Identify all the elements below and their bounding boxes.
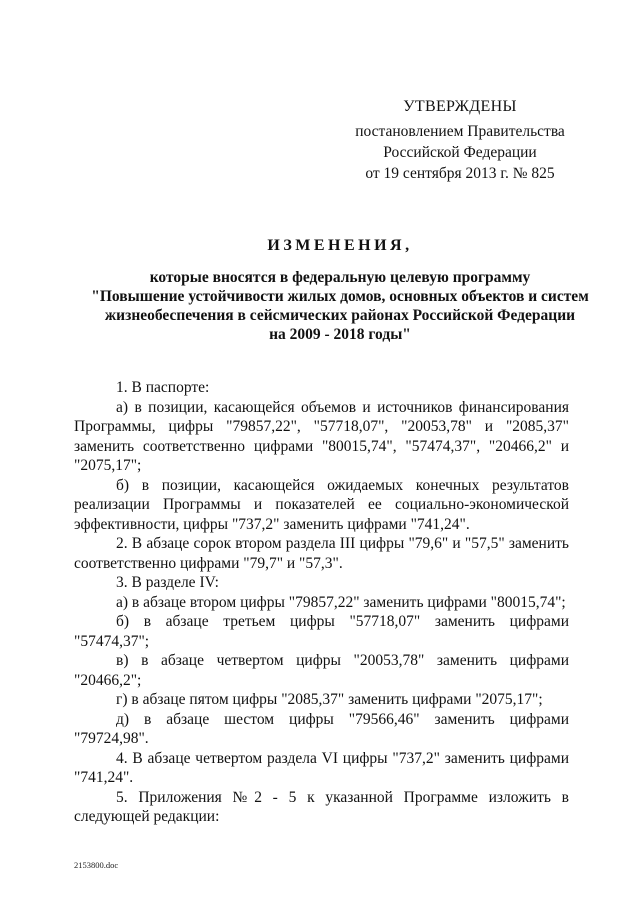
- approval-line-3: от 19 сентября 2013 г. № 825: [365, 165, 555, 182]
- heading-line-4: на 2009 - 2018 годы": [269, 326, 411, 343]
- paragraph-3: 3. В разделе IV:: [116, 574, 219, 591]
- heading-line-1: которые вносятся в федеральную целевую программу: [149, 269, 531, 286]
- heading-line-3: жизнеобеспечения в сейсмических районах Российской Федерации: [104, 307, 576, 324]
- paragraph-5: 5. Приложения №2 - 5 к указанной Программе изложить в следующей редакции:: [74, 788, 569, 825]
- approval-title: УТВЕРЖДЕНЫ: [403, 98, 517, 115]
- heading-title: ИЗМЕНЕНИЯ,: [267, 237, 413, 254]
- approval-line-1: постановлением Правительства: [355, 123, 565, 140]
- approval-block: [340, 96, 580, 184]
- paragraph-4: 4. В абзаце четвертом раздела VI цифры "737,2" заменить цифрами "741,24".: [74, 749, 569, 786]
- paragraph-1a: а) в позиции, касающейся объемов и источников финансирования Программы, цифры "79857,22", "57718,07", "20053,78" и "2085,37" заменить соответственно цифрами "80015,74", "57474,37", "20466,2" и "2075,17";: [74, 398, 569, 474]
- paragraph-1: 1. В паспорте:: [116, 379, 210, 396]
- paragraph-3g: г) в абзаце пятом цифры "2085,37" заменить цифрами "2075,17";: [116, 691, 543, 708]
- approval-line-2: Российской Федерации: [383, 144, 537, 161]
- document-heading: [60, 236, 620, 344]
- paragraph-3v: в) в абзаце четвертом цифры "20053,78" заменить цифрами "20466,2";: [74, 652, 569, 689]
- paragraph-3d: д) в абзаце шестом цифры "79566,46" заменить цифрами "79724,98".: [74, 710, 569, 747]
- heading-line-2: "Повышение устойчивости жилых домов, основных объектов и систем: [91, 288, 589, 305]
- paragraph-2: 2. В абзаце сорок втором раздела III цифры "79,6" и "57,5" заменить соответственно цифрами "79,7" и "57,3".: [74, 535, 569, 572]
- document-body: [74, 378, 569, 827]
- paragraph-1b: б) в позиции, касающейся ожидаемых конечных результатов реализации Программы и показателей ее социально-экономической эффективности, цифры "737,2" заменить цифрами "741,24".: [74, 476, 569, 533]
- footer-filename: 2153800.doc: [74, 860, 119, 870]
- paragraph-3a: а) в абзаце втором цифры "79857,22" заменить цифрами "80015,74";: [116, 593, 566, 611]
- paragraph-3b: б) в абзаце третьем цифры "57718,07" заменить цифрами "57474,37";: [74, 613, 569, 650]
